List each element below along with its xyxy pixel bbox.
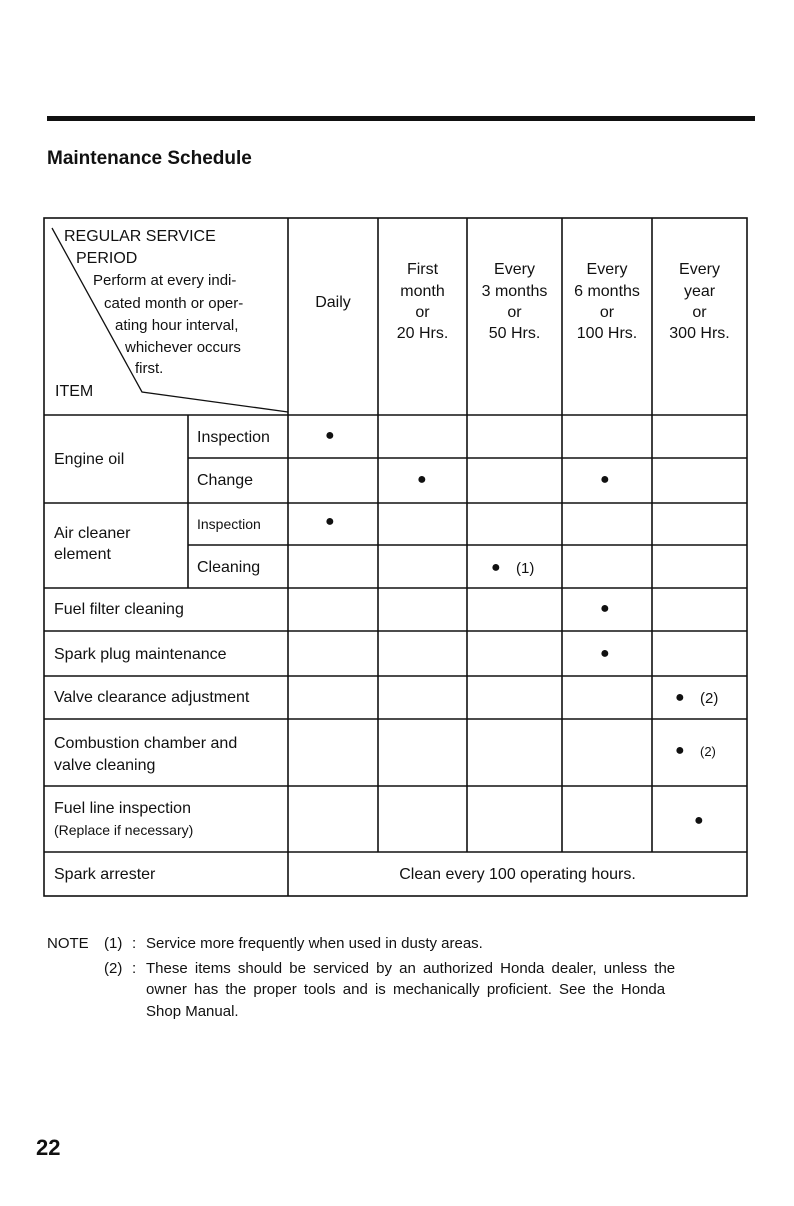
period-year-1: Every [679, 261, 720, 278]
corner-line-5: ating hour interval, [115, 317, 239, 334]
corner-line-4: cated month or oper- [104, 295, 244, 312]
note-2-line-3: Shop Manual. [146, 1003, 239, 1020]
period-6m-3: or [599, 304, 615, 321]
page-title: Maintenance Schedule [47, 148, 252, 169]
period-year-2: year [683, 283, 716, 300]
period-first-2: month [400, 283, 445, 300]
page-number: 22 [36, 1135, 61, 1160]
item-spark-arrester: Spark arrester [54, 866, 156, 883]
mark-spark-plug-6m: ● [600, 645, 610, 662]
item-combustion-1: Combustion chamber and [54, 735, 238, 752]
period-6m-4: 100 Hrs. [576, 325, 638, 342]
period-6m-1: Every [586, 261, 628, 278]
mark-fuel-filter-6m: ● [600, 600, 610, 617]
sub-inspection-oil: Inspection [197, 429, 270, 446]
item-fuel-line-2: (Replace if necessary) [54, 822, 194, 838]
item-label: ITEM [55, 383, 94, 400]
mark-oil-change-first: ● [417, 471, 427, 488]
corner-period: PERIOD [76, 250, 138, 267]
corner-line-6: whichever occurs [125, 339, 241, 356]
sub-inspection-air: Inspection [197, 516, 261, 532]
period-first-1: First [406, 261, 439, 278]
corner-line-7: first. [135, 360, 164, 377]
mark-valve-clearance-year: ● [675, 689, 685, 706]
spark-arrester-interval: Clean every 100 operating hours. [399, 866, 636, 883]
note-2-id: (2) [104, 960, 123, 977]
note-ref-combustion: (2) [700, 744, 716, 759]
note-2-sep: : [132, 960, 137, 977]
period-daily: Daily [315, 294, 351, 311]
note-ref-valve-clearance: (2) [700, 690, 719, 707]
period-3m-2: 3 months [481, 283, 548, 300]
item-valve-clearance: Valve clearance adjustment [54, 689, 250, 706]
item-engine-oil: Engine oil [54, 451, 125, 468]
mark-oil-inspection-daily: ● [325, 427, 335, 444]
mark-oil-change-6m: ● [600, 471, 610, 488]
mark-fuel-line-year: ● [694, 812, 704, 829]
note-1-text: Service more frequently when used in dusty areas. [146, 935, 483, 952]
item-air-cleaner-2: element [54, 546, 111, 563]
item-spark-plug: Spark plug maintenance [54, 646, 227, 663]
corner-regular-service: REGULAR SERVICE [64, 228, 216, 245]
sub-change-oil: Change [197, 472, 254, 489]
note-ref-air-cleaning: (1) [516, 560, 535, 577]
period-year-4: 300 Hrs. [669, 325, 730, 342]
item-air-cleaner-1: Air cleaner [54, 525, 131, 542]
sub-cleaning-air: Cleaning [197, 559, 261, 576]
item-combustion-2: valve cleaning [54, 757, 156, 774]
note-label: NOTE [47, 935, 89, 952]
mark-air-inspection-daily: ● [325, 513, 335, 530]
period-year-3: or [692, 304, 707, 321]
period-6m-2: 6 months [574, 283, 640, 300]
item-fuel-filter: Fuel filter cleaning [54, 601, 184, 618]
corner-line-3: Perform at every indi- [93, 272, 237, 289]
period-first-4: 20 Hrs. [396, 325, 449, 342]
period-3m-3: or [507, 304, 522, 321]
mark-air-cleaning-3m: ● [491, 559, 501, 576]
note-1-sep: : [132, 935, 137, 952]
note-2-line-1: These items should be serviced by an authorized Honda dealer, unless the [146, 960, 676, 977]
period-3m-4: 50 Hrs. [488, 325, 541, 342]
period-3m-1: Every [494, 261, 535, 278]
note-1-id: (1) [104, 935, 123, 952]
item-fuel-line-1: Fuel line inspection [54, 800, 191, 817]
mark-combustion-year: ● [675, 742, 685, 759]
note-2-line-2: owner has the proper tools and is mechanically proficient. See the Honda [146, 981, 666, 998]
period-first-3: or [415, 304, 430, 321]
